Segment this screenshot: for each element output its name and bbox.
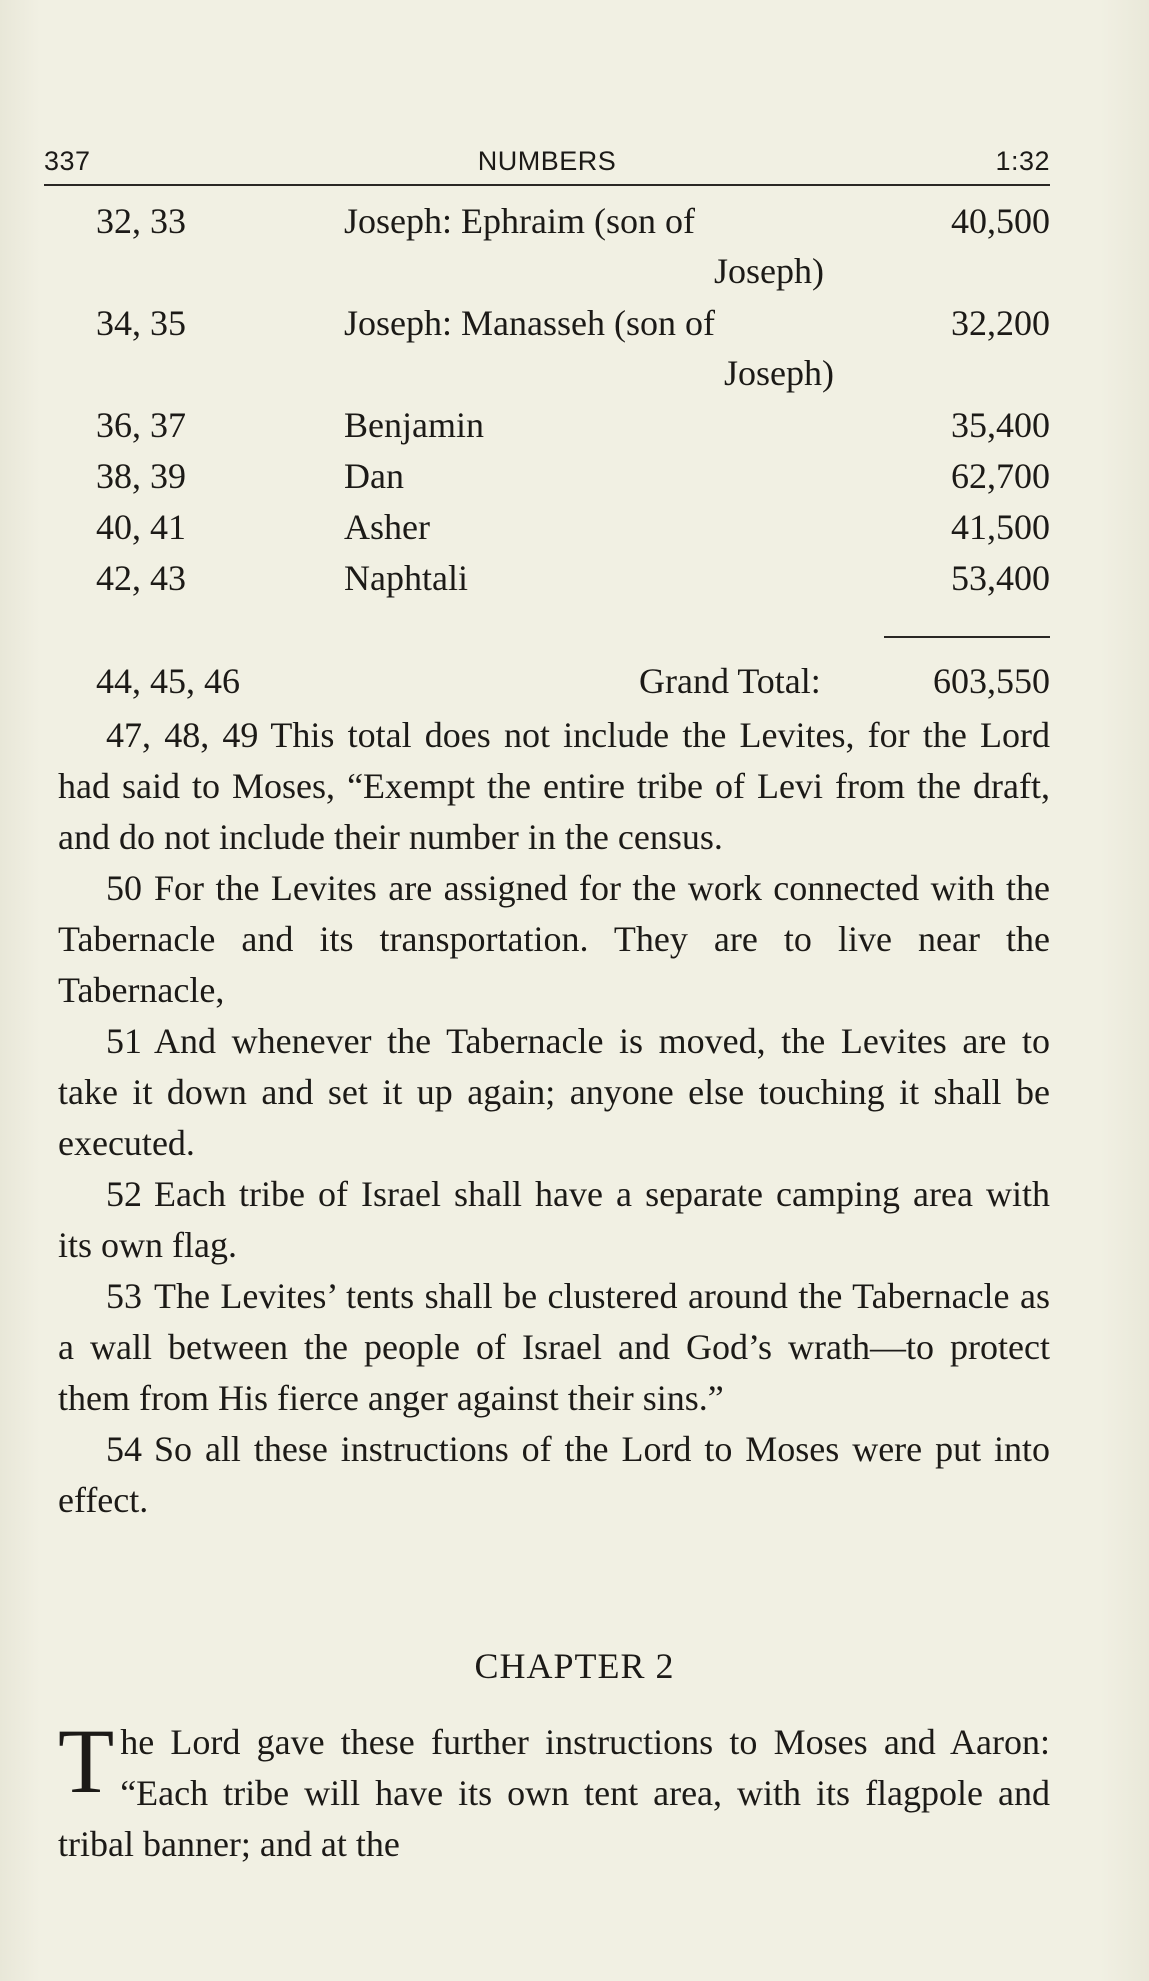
running-header [44, 146, 1050, 184]
census-tribe-continued: Joseph) [724, 353, 834, 393]
verse-paragraph [58, 1271, 1050, 1424]
total-label: Grand Total: [639, 661, 821, 701]
total-rule [884, 636, 1050, 638]
drop-cap: T [58, 1710, 115, 1812]
census-row [44, 302, 1050, 404]
census-count: 35,400 [951, 405, 1050, 445]
census-verses: 32, 33 [96, 201, 186, 241]
census-tribe: Joseph: Manasseh (son of [344, 303, 715, 343]
verse-paragraph [58, 710, 1050, 863]
census-tribe: Dan [344, 456, 404, 496]
verse-body: The Levites’ tents shall be clustered around the Tabernacle as a wall between the people of Israel and God’s wrath—to protect them from His fierce anger against their sins.” [58, 1276, 1050, 1418]
census-verses: 36, 37 [96, 405, 186, 445]
verse-number: 47, 48, 49 [106, 715, 259, 755]
book-title: NUMBERS [477, 146, 617, 176]
page-number: 337 [44, 146, 91, 176]
census-verses: 42, 43 [96, 558, 186, 598]
census-tribe-continued: Joseph) [714, 251, 824, 291]
verse-body: And whenever the Tabernacle is moved, the Levites are to take it down and set it up again; anyone else touching it shall be executed. [58, 1021, 1050, 1163]
census-verses: 38, 39 [96, 456, 186, 496]
chapter-verse-reference: 1:32 [995, 146, 1050, 176]
census-total-row [44, 660, 1050, 711]
total-rule-row [44, 608, 1050, 660]
verse-body: So all these instructions of the Lord to Moses were put into effect. [58, 1429, 1050, 1520]
census-count: 41,500 [951, 507, 1050, 547]
verse-number: 50 [106, 868, 142, 908]
verse-body: This total does not include the Levites, for the Lord had said to Moses, “Exempt the entire tribe of Levi from the draft, and do not include their number in the census. [58, 715, 1050, 857]
census-table [44, 200, 1050, 711]
verse-number: 53 [106, 1276, 142, 1316]
verse-number: 52 [106, 1174, 142, 1214]
verse-number: 51 [106, 1021, 142, 1061]
chapter-heading: CHAPTER 2 [474, 1646, 675, 1686]
verse-paragraph [58, 1424, 1050, 1526]
verse-text [58, 710, 1050, 1526]
total-verses: 44, 45, 46 [96, 661, 240, 701]
header-rule [44, 184, 1050, 186]
chapter-opening [58, 1710, 1050, 1870]
census-verses: 40, 41 [96, 507, 186, 547]
census-count: 32,200 [951, 303, 1050, 343]
census-tribe: Benjamin [344, 405, 484, 445]
census-row [44, 455, 1050, 506]
census-count: 40,500 [951, 201, 1050, 241]
total-count: 603,550 [933, 661, 1050, 701]
verse-body: Each tribe of Israel shall have a separate camping area with its own flag. [58, 1174, 1050, 1265]
verse-number: 54 [106, 1429, 142, 1469]
census-tribe: Joseph: Ephraim (son of [344, 201, 695, 241]
census-row [44, 506, 1050, 557]
verse-body: For the Levites are assigned for the work connected with the Tabernacle and its transportation. They are to live near the Tabernacle, [58, 868, 1050, 1010]
census-count: 62,700 [951, 456, 1050, 496]
census-tribe: Asher [344, 507, 430, 547]
verse-paragraph [58, 1016, 1050, 1169]
census-tribe: Naphtali [344, 558, 468, 598]
census-row [44, 404, 1050, 455]
verse-paragraph [58, 863, 1050, 1016]
census-count: 53,400 [951, 558, 1050, 598]
opening-paragraph [58, 1710, 1050, 1870]
census-row [44, 557, 1050, 608]
census-row [44, 200, 1050, 302]
verse-paragraph [58, 1169, 1050, 1271]
census-verses: 34, 35 [96, 303, 186, 343]
opening-text: he Lord gave these further instructions to Moses and Aaron: “Each tribe will have its own tent area, with its flagpole and tribal banner; and at the [58, 1722, 1050, 1864]
